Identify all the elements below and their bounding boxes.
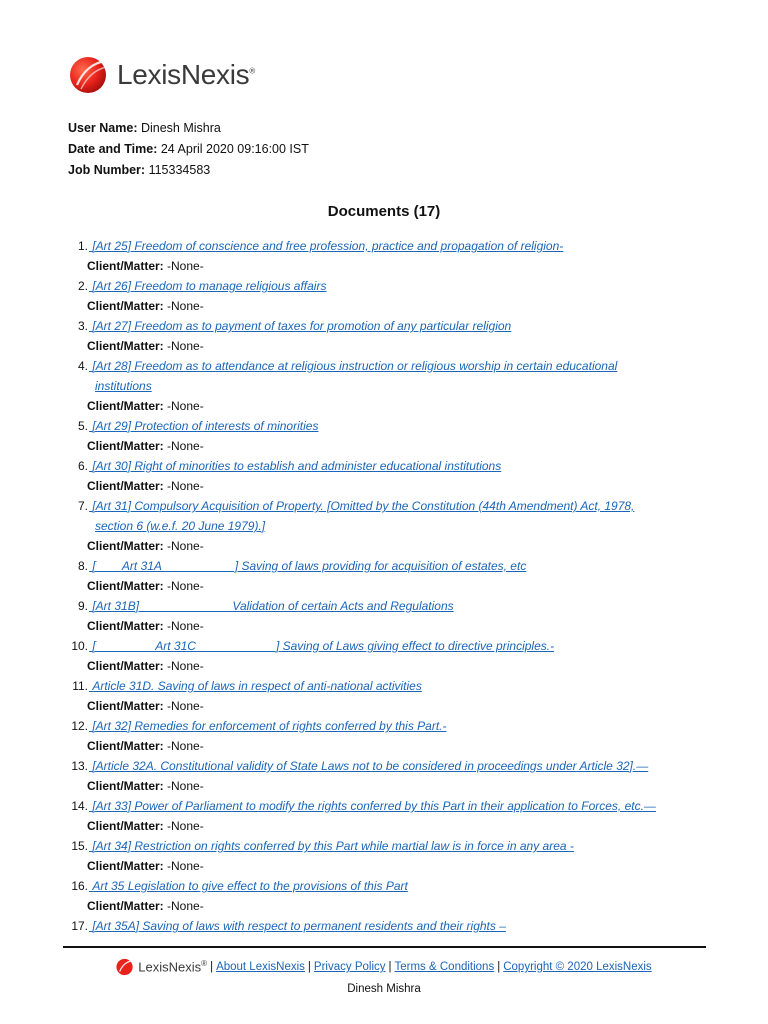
footer-logo <box>116 958 207 976</box>
user-name-row <box>68 118 309 139</box>
document-title: [Art 26] Freedom to manage religious affairs <box>89 279 327 293</box>
document-title: [Art 34] Restriction on rights conferred by this Part while martial law is in force in any area - <box>89 839 574 853</box>
document-link[interactable] <box>89 456 669 476</box>
document-number: 1. <box>77 239 88 253</box>
job-number-value: 115334583 <box>148 163 211 177</box>
document-title: [Art 33] Power of Parliament to modify the rights conferred by this Part in their application to Forces, etc.— <box>89 799 656 813</box>
document-link[interactable] <box>89 316 669 336</box>
document-item <box>0 236 768 276</box>
document-item <box>0 876 768 916</box>
document-number: 2. <box>77 279 88 293</box>
user-name-value: Dinesh Mishra <box>140 121 221 135</box>
document-link[interactable] <box>89 496 669 536</box>
client-matter <box>87 336 768 356</box>
client-matter <box>87 396 768 416</box>
footer <box>0 958 768 976</box>
document-item <box>0 676 768 716</box>
client-matter-label: Client/Matter: <box>87 779 164 793</box>
client-matter-label: Client/Matter: <box>87 619 164 633</box>
client-matter-value: -None- <box>167 439 204 453</box>
footer-separator: | <box>388 961 392 973</box>
document-title-continued: institutions <box>95 379 152 393</box>
document-number: 17. <box>71 919 88 933</box>
client-matter-label: Client/Matter: <box>87 579 164 593</box>
footer-separator: | <box>210 961 214 973</box>
document-number: 10. <box>71 639 88 653</box>
client-matter-value: -None- <box>167 619 204 633</box>
client-matter-label: Client/Matter: <box>87 259 164 273</box>
document-item <box>0 756 768 796</box>
document-title: [Article 32A. Constitutional validity of State Laws not to be considered in proceedings under Article 32].— <box>89 759 649 773</box>
client-matter <box>87 896 768 916</box>
lexisnexis-logo <box>69 55 255 95</box>
client-matter-value: -None- <box>167 739 204 753</box>
client-matter-label: Client/Matter: <box>87 859 164 873</box>
document-item <box>0 496 768 556</box>
document-title: Art 35 Legislation to give effect to the provisions of this Part <box>89 879 408 893</box>
client-matter-label: Client/Matter: <box>87 539 164 553</box>
document-item <box>0 556 768 596</box>
document-link[interactable] <box>89 596 669 616</box>
job-number-row <box>68 160 309 181</box>
client-matter-label: Client/Matter: <box>87 339 164 353</box>
document-link[interactable] <box>89 356 669 396</box>
client-matter <box>87 816 768 836</box>
document-link[interactable] <box>89 636 669 656</box>
client-matter <box>87 536 768 556</box>
client-matter-value: -None- <box>167 339 204 353</box>
document-title-continued: section 6 (w.e.f. 20 June 1979).] <box>95 519 266 533</box>
document-item <box>0 416 768 456</box>
footer-separator: | <box>497 961 501 973</box>
document-number: 13. <box>71 759 88 773</box>
client-matter-value: -None- <box>167 899 204 913</box>
logo-wordmark: LexisNexis® <box>117 59 255 90</box>
client-matter-value: -None- <box>167 699 204 713</box>
client-matter-value: -None- <box>167 659 204 673</box>
document-title: [Art 31] Compulsory Acquisition of Property. [Omitted by the Constitution (44th Amendment) Act, 1978, <box>89 499 635 513</box>
date-time-value: 24 April 2020 09:16:00 IST <box>160 142 309 156</box>
client-matter <box>87 656 768 676</box>
client-matter-label: Client/Matter: <box>87 899 164 913</box>
job-meta <box>68 118 309 181</box>
document-link[interactable] <box>89 876 669 896</box>
client-matter <box>87 696 768 716</box>
lexisnexis-globe-icon <box>69 55 109 95</box>
document-title: [Art 28] Freedom as to attendance at religious instruction or religious worship in certain educational <box>89 359 618 373</box>
document-item <box>0 596 768 636</box>
document-link[interactable] <box>89 756 669 776</box>
document-title: Article 31D. Saving of laws in respect of anti-national activities <box>89 679 422 693</box>
document-item <box>0 636 768 676</box>
document-item <box>0 356 768 416</box>
document-number: 7. <box>77 499 88 513</box>
client-matter-value: -None- <box>167 859 204 873</box>
document-number: 12. <box>71 719 88 733</box>
client-matter <box>87 856 768 876</box>
document-title: [Art 27] Freedom as to payment of taxes for promotion of any particular religion <box>89 319 512 333</box>
document-item <box>0 456 768 496</box>
document-number: 15. <box>71 839 88 853</box>
document-number: 11. <box>72 679 88 693</box>
document-link[interactable] <box>89 916 669 936</box>
client-matter-label: Client/Matter: <box>87 739 164 753</box>
privacy-policy-link[interactable]: Privacy Policy <box>313 961 386 973</box>
document-title: [ Art 31A ] Saving of laws providing for acquisition of estates, etc <box>89 559 527 573</box>
document-link[interactable] <box>89 556 669 576</box>
client-matter-label: Client/Matter: <box>87 299 164 313</box>
document-link[interactable] <box>89 716 669 736</box>
footer-wordmark: LexisNexis® <box>138 959 208 975</box>
document-item <box>0 316 768 356</box>
job-number-label: Job Number: <box>68 163 146 177</box>
terms-link[interactable]: Terms & Conditions <box>394 961 495 973</box>
client-matter <box>87 476 768 496</box>
client-matter-value: -None- <box>167 479 204 493</box>
client-matter-value: -None- <box>167 819 204 833</box>
client-matter-label: Client/Matter: <box>87 439 164 453</box>
document-link[interactable] <box>89 676 669 696</box>
document-link[interactable] <box>89 416 669 436</box>
document-title: [Art 30] Right of minorities to establish and administer educational institutions <box>89 459 502 473</box>
document-title: [Art 31B] Validation of certain Acts and Regulations <box>89 599 454 613</box>
client-matter-label: Client/Matter: <box>87 659 164 673</box>
client-matter-value: -None- <box>167 399 204 413</box>
date-time-row <box>68 139 309 160</box>
documents-list <box>0 236 768 936</box>
client-matter-label: Client/Matter: <box>87 399 164 413</box>
document-number: 16. <box>71 879 88 893</box>
document-title: [Art 32] Remedies for enforcement of rights conferred by this Part.- <box>89 719 447 733</box>
client-matter <box>87 296 768 316</box>
client-matter <box>87 736 768 756</box>
document-item <box>0 796 768 836</box>
client-matter <box>87 576 768 596</box>
client-matter-value: -None- <box>167 779 204 793</box>
client-matter-value: -None- <box>167 259 204 273</box>
document-title: [Art 25] Freedom of conscience and free profession, practice and propagation of religion- <box>89 239 564 253</box>
document-link[interactable] <box>89 836 669 856</box>
client-matter <box>87 256 768 276</box>
client-matter-label: Client/Matter: <box>87 699 164 713</box>
document-title: [ Art 31C ] Saving of Laws giving effect to directive principles.- <box>89 639 555 653</box>
document-item <box>0 836 768 876</box>
document-title: [Art 35A] Saving of laws with respect to permanent residents and their rights – <box>89 919 506 933</box>
document-number: 9. <box>77 599 88 613</box>
document-item <box>0 716 768 756</box>
client-matter-value: -None- <box>167 299 204 313</box>
user-name-label: User Name: <box>68 121 138 135</box>
document-number: 14. <box>71 799 88 813</box>
document-link[interactable] <box>89 236 669 256</box>
client-matter <box>87 436 768 456</box>
client-matter-value: -None- <box>167 539 204 553</box>
document-link[interactable] <box>89 276 669 296</box>
footer-divider <box>63 946 706 948</box>
document-title: [Art 29] Protection of interests of minorities <box>89 419 319 433</box>
document-number: 8. <box>77 559 88 573</box>
document-number: 5. <box>77 419 88 433</box>
date-time-label: Date and Time: <box>68 142 158 156</box>
document-number: 3. <box>77 319 88 333</box>
copyright-link[interactable]: Copyright © 2020 LexisNexis <box>503 961 652 973</box>
about-link[interactable]: About LexisNexis <box>216 961 305 973</box>
document-number: 6. <box>77 459 88 473</box>
document-item <box>0 276 768 316</box>
documents-title: Documents (17) <box>327 203 441 220</box>
document-link[interactable] <box>89 796 669 816</box>
client-matter <box>87 616 768 636</box>
footer-separator: | <box>307 961 311 973</box>
client-matter <box>87 776 768 796</box>
client-matter-value: -None- <box>167 579 204 593</box>
footer-user-name: Dinesh Mishra <box>347 983 421 995</box>
footer-globe-icon <box>116 958 134 976</box>
client-matter-label: Client/Matter: <box>87 819 164 833</box>
client-matter-label: Client/Matter: <box>87 479 164 493</box>
document-item <box>0 916 768 936</box>
document-number: 4. <box>77 359 88 373</box>
